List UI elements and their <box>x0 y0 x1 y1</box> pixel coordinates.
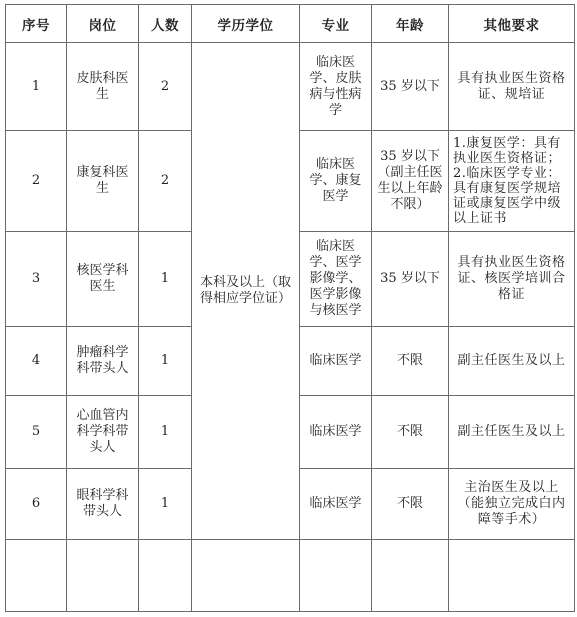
cell-count: 1 <box>139 469 192 539</box>
cell-age: 不限 <box>372 396 449 469</box>
cell-age: 35 岁以下（副主任医生以上年龄不限） <box>372 131 449 231</box>
cell-no: 3 <box>6 231 67 326</box>
empty-cell <box>449 539 575 611</box>
cell-major: 临床医学 <box>300 396 372 469</box>
cell-requirements: 主治医生及以上（能独立完成白内障等手术） <box>449 469 575 539</box>
cell-post: 肿瘤科学科带头人 <box>67 326 139 395</box>
empty-cell <box>67 539 139 611</box>
table-row <box>6 43 575 131</box>
cell-count: 2 <box>139 131 192 231</box>
empty-cell <box>192 539 300 611</box>
cell-major: 临床医学、康复医学 <box>300 131 372 231</box>
cell-requirements: 具有执业医生资格证、核医学培训合格证 <box>449 231 575 326</box>
cell-requirements: 具有执业医生资格证、规培证 <box>449 43 575 131</box>
header-post: 岗位 <box>67 5 139 43</box>
cell-no: 6 <box>6 469 67 539</box>
cell-count: 2 <box>139 43 192 131</box>
cell-requirements: 副主任医生及以上 <box>449 396 575 469</box>
cell-degree-merged: 本科及以上（取得相应学位证） <box>192 43 300 540</box>
header-age: 年龄 <box>372 5 449 43</box>
cell-post: 心血管内科学科带头人 <box>67 396 139 469</box>
cell-no: 4 <box>6 326 67 395</box>
cell-requirements: 副主任医生及以上 <box>449 326 575 395</box>
cell-major: 临床医学、医学影像学、医学影像与核医学 <box>300 231 372 326</box>
empty-cell <box>300 539 372 611</box>
cell-count: 1 <box>139 231 192 326</box>
cell-count: 1 <box>139 396 192 469</box>
header-major: 专业 <box>300 5 372 43</box>
header-degree: 学历学位 <box>192 5 300 43</box>
header-no: 序号 <box>6 5 67 43</box>
cell-count: 1 <box>139 326 192 395</box>
cell-no: 1 <box>6 43 67 131</box>
cell-post: 康复科医生 <box>67 131 139 231</box>
recruitment-table <box>5 4 575 612</box>
header-requirements: 其他要求 <box>449 5 575 43</box>
empty-cell <box>372 539 449 611</box>
cell-major: 临床医学 <box>300 469 372 539</box>
cell-no: 5 <box>6 396 67 469</box>
cell-post: 眼科学科带头人 <box>67 469 139 539</box>
empty-table-row <box>6 539 575 611</box>
cell-requirements: 1.康复医学：具有执业医生资格证；2.临床医学专业：具有康复医学规培证或康复医学中级以上证书 <box>449 131 575 231</box>
empty-cell <box>139 539 192 611</box>
cell-major: 临床医学、皮肤病与性病学 <box>300 43 372 131</box>
cell-age: 不限 <box>372 326 449 395</box>
cell-post: 皮肤科医生 <box>67 43 139 131</box>
cell-age: 不限 <box>372 469 449 539</box>
cell-post: 核医学科医生 <box>67 231 139 326</box>
cell-no: 2 <box>6 131 67 231</box>
empty-cell <box>6 539 67 611</box>
cell-age: 35 岁以下 <box>372 43 449 131</box>
cell-major: 临床医学 <box>300 326 372 395</box>
header-count: 人数 <box>139 5 192 43</box>
cell-age: 35 岁以下 <box>372 231 449 326</box>
table-header-row <box>6 5 575 43</box>
